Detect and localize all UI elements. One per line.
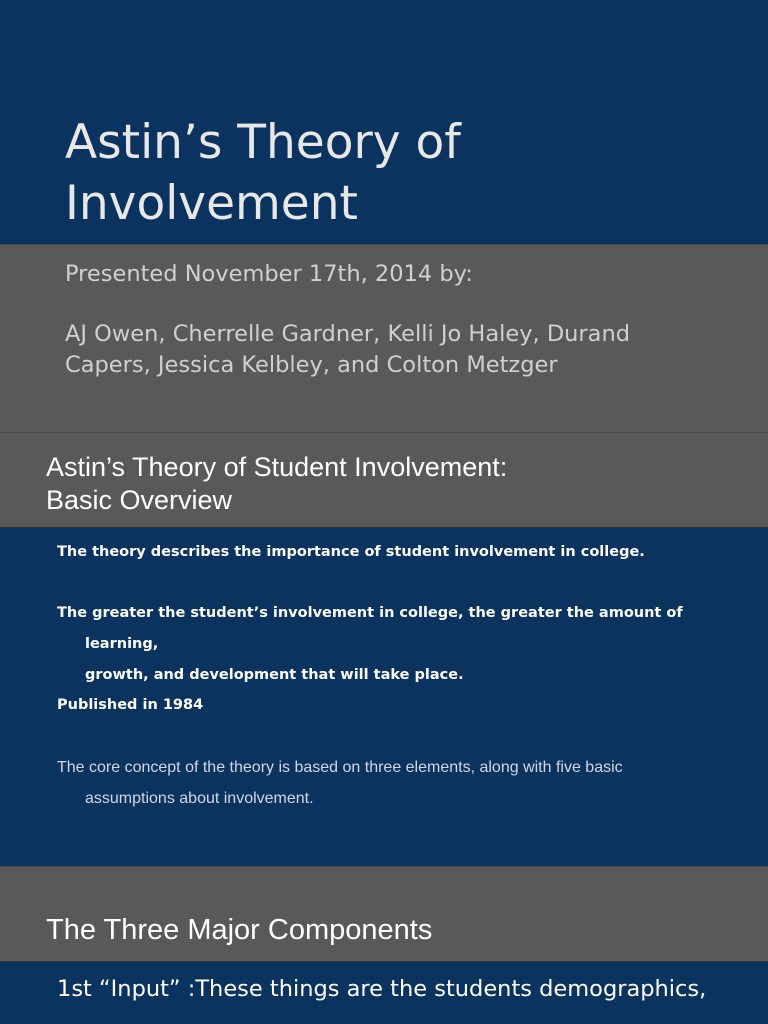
- slide-title-line-1: Astin’s Theory of: [65, 115, 461, 170]
- title-slide-header: [0, 0, 768, 244]
- components-title: The Three Major Components: [46, 914, 433, 946]
- authors-line-1: AJ Owen, Cherrelle Gardner, Kelli Jo Haley, Durand: [65, 321, 631, 347]
- component-input: 1st “Input” :These things are the students demographics,: [57, 976, 707, 1002]
- title-slide-subtitle-band: [0, 244, 768, 433]
- overview-body: [0, 528, 768, 866]
- overview-point-2-line-1: The greater the student’s involvement in college, the greater the amount of learning,: [57, 605, 683, 652]
- overview-header-band: [0, 432, 768, 528]
- overview-title-line-1: Astin’s Theory of Student Involvement:: [46, 452, 508, 482]
- slide-title: [65, 112, 705, 234]
- overview-title-line-2: Basic Overview: [46, 485, 233, 515]
- components-body: [0, 962, 768, 1024]
- overview-point-4-line-1: The core concept of the theory is based on three elements, along with five basic: [57, 759, 623, 776]
- slide-title-line-2: Involvement: [65, 176, 358, 231]
- overview-point-2: [57, 598, 737, 691]
- presented-date: Presented November 17th, 2014 by:: [65, 261, 473, 287]
- overview-point-4: [57, 752, 737, 814]
- authors-line-2: Capers, Jessica Kelbley, and Colton Metzger: [65, 352, 558, 378]
- components-header-band: [0, 866, 768, 962]
- overview-point-4-line-2: assumptions about involvement.: [85, 790, 314, 807]
- overview-point-3: Published in 1984: [57, 697, 204, 713]
- overview-point-2-line-2: growth, and development that will take place.: [85, 667, 464, 683]
- overview-point-1: The theory describes the importance of student involvement in college.: [57, 544, 645, 560]
